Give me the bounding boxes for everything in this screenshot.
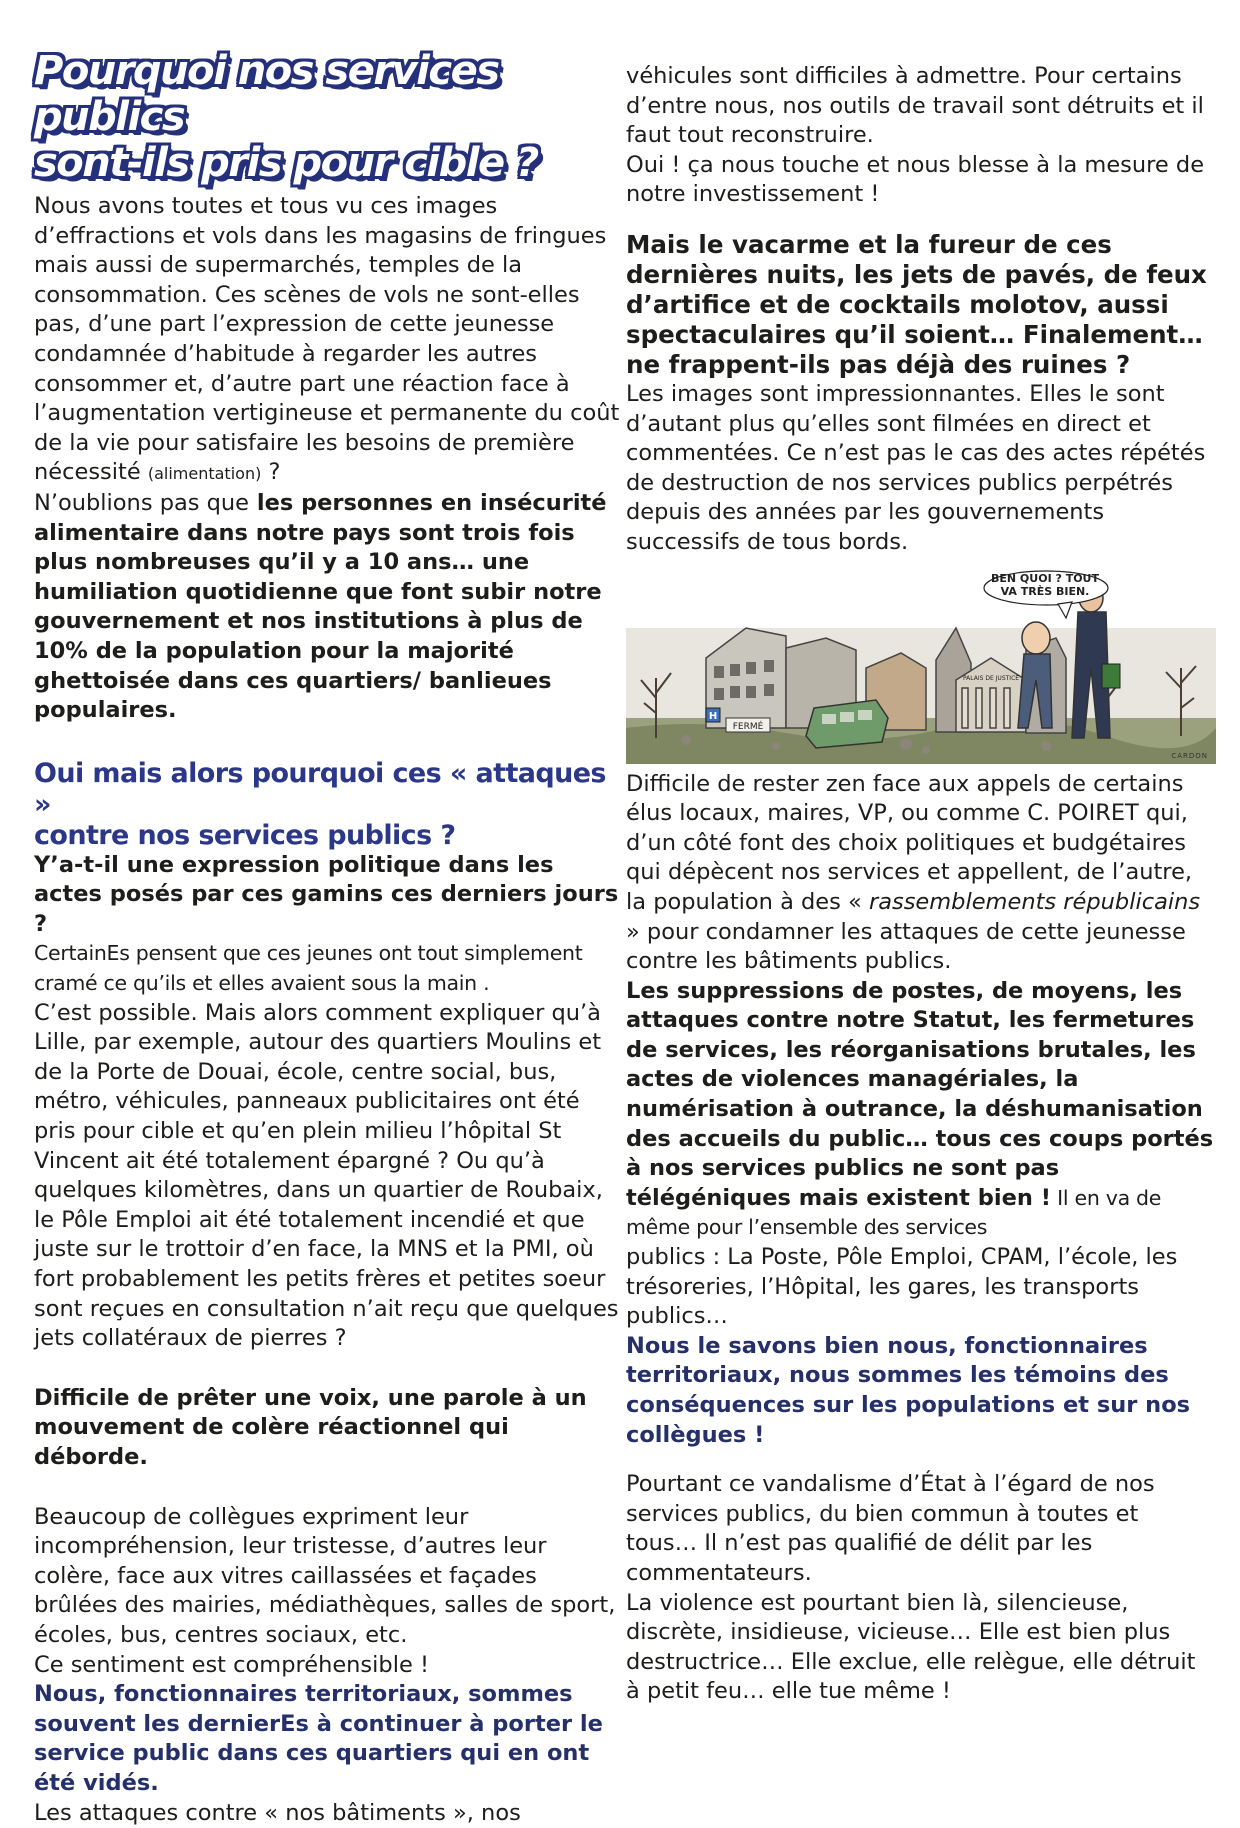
sentiment-line: Ce sentiment est compréhensible !: [34, 1651, 624, 1681]
spacer: [626, 210, 1216, 230]
attaques-line: Les attaques contre « nos bâtiments », nos: [34, 1799, 624, 1828]
vehicules-paragraph: véhicules sont difficiles à admettre. Pour certains d’entre nous, nos outils de travail sont détruits et il faut tout reconstruire.: [626, 62, 1216, 151]
suppressions-emphasis: Les suppressions de postes, de moyens, les attaques contre notre Statut, les fermetures de services, les réorganisations brutales, les actes de violences managériales, la numérisation à outrance, la déshumanisation des accueils du public… tous ces coups portés à nos services publics ne sont pas télégéniques mais existent bien !: [626, 978, 1213, 1211]
subtitle-line-2: contre nos services publics ?: [34, 820, 455, 851]
images-paragraph: Les images sont impressionnantes. Elles le sont d’autant plus qu’elles sont filmées en direct et commentées. Ce n’est pas le cas des actes répétés de destruction de nos services publics perpétrés depuis des années par les gouvernements successifs de tous bords.: [626, 380, 1216, 558]
services-list-paragraph: publics : La Poste, Pôle Emploi, CPAM, l’école, les trésoreries, l’Hôpital, les gares, les transports publics…: [626, 1243, 1216, 1332]
lille-paragraph: C’est possible. Mais alors comment expliquer qu’à Lille, par exemple, autour des quartiers Moulins et de la Porte de Douai, école, centre social, bus, métro, véhicules, panneaux publicitaires ont été pris pour cible et qu’en plein milieu l’hôpital St Vincent ait été totalement épargné ? Ou qu’à quelques kilomètres, dans un quartier de Roubaix, le Pôle Emploi ait été totalement incendié et que juste sur le trottoir d’en face, la MNS et la PMI, où fort probablement les petits frères et petites soeur sont reçues en consultation n’ait reçu que quelques jets collatéraux de pierres ?: [34, 999, 624, 1354]
wrecked-bus: [806, 700, 888, 748]
main-title: [34, 48, 624, 186]
temoins-statement: Nous le savons bien nous, fonctionnaires territoriaux, nous sommes les témoins des conséquences sur les populations et sur nos collègues !: [626, 1332, 1216, 1450]
spacer: [34, 1473, 624, 1503]
zen-text: Difficile de rester zen face aux appels de certains élus locaux, maires, VP, ou comme C. POIRET qui, d’un côté font des choix politiques et budgétaires qui dépècent nos services et appellent, de l’autre, la population à des «: [626, 771, 1192, 915]
cartoon-illustration: [626, 568, 1216, 764]
speech-bubble-text: BEN QUOI ? TOUT VA TRÈS BIEN.: [990, 572, 1100, 598]
intro-paragraph: [34, 192, 624, 489]
section-subtitle: [34, 758, 624, 851]
right-column: [626, 62, 1216, 1707]
political-question: Y’a-t-il une expression politique dans les actes posés par ces gamins ces derniers jours ?: [34, 851, 624, 940]
violence-paragraph: La violence est pourtant bien là, silencieuse, discrète, insidieuse, vicieuse… Elle est bien plus destructrice… Elle exclue, elle relègue, elle détruit à petit feu… elle tue même !: [626, 1589, 1216, 1707]
insecurity-emphasis: les personnes en insécurité alimentaire dans notre pays sont trois fois plus nombreuses qu’il y a 10 ans… une humiliation quotidienne que font subir notre gouvernement et nos institutions à plus de 10% de la population pour la majorité ghettoisée dans ces quartiers/ banlieues populaires.: [34, 490, 607, 723]
palais-sign-text: PALAIS DE JUSTICE: [963, 675, 1019, 682]
fonctionnaires-statement: Nous, fonctionnaires territoriaux, sommes souvent les dernierEs à continuer à porter le service public dans ces quartiers qui en ont été vidés.: [34, 1680, 624, 1798]
difficile-paragraph: Difficile de prêter une voix, une parole à un mouvement de colère réactionnel qui déborde.: [34, 1384, 624, 1473]
zen-italic: rassemblements républicains: [869, 889, 1200, 915]
left-column: [34, 48, 624, 1828]
svg-text:H: H: [709, 711, 717, 722]
ferme-sign-text: FERMÉ: [733, 720, 764, 732]
spacer: [626, 1450, 1216, 1470]
main-title-line-1: Pourquoi nos services publics: [34, 48, 499, 140]
zen-end: » pour condamner les attaques de cette jeunesse contre les bâtiments publics.: [626, 919, 1186, 975]
main-title-line-2: sont-ils pris pour cible ?: [34, 140, 538, 186]
suppressions-note: Il en va de même pour l’ensemble des services: [626, 1186, 1161, 1240]
intro-small-note: (alimentation): [148, 464, 261, 483]
certaines-paragraph: CertainEs pensent que ces jeunes ont tout simplement cramé ce qu’ils et elles avaient sous la main .: [34, 939, 624, 998]
pourtant-paragraph: Pourtant ce vandalisme d’État à l’égard de nos services publics, du bien commun à toutes et tous… Il n’est pas qualifié de délit par les commentateurs.: [626, 1470, 1216, 1588]
cartoon-drawing: [626, 568, 1216, 764]
colleagues-paragraph: Beaucoup de collègues expriment leur incompréhension, leur tristesse, d’autres leur colère, face aux vitres caillassées et façades brûlées des mairies, médiathèques, salles de sport, écoles, bus, centres sociaux, etc.: [34, 1503, 624, 1651]
oui-paragraph: Oui ! ça nous touche et nous blesse à la mesure de notre investissement !: [626, 151, 1216, 210]
cartoonist-signature: CARDON: [1171, 752, 1208, 760]
subtitle-line-1: Oui mais alors pourquoi ces « attaques »: [34, 758, 606, 820]
spacer: [34, 726, 624, 758]
suppressions-paragraph: [626, 977, 1216, 1243]
insecurity-paragraph: [34, 489, 624, 726]
insecurity-lead: N’oublions pas que: [34, 490, 249, 516]
intro-end: ?: [261, 459, 280, 485]
vacarme-question: Mais le vacarme et la fureur de ces dernières nuits, les jets de pavés, de feux d’artifice et de cocktails molotov, aussi spectaculaires qu’il soient… Finalement… ne frappent-ils pas déjà des ruines ?: [626, 230, 1216, 380]
intro-text: Nous avons toutes et tous vu ces images d’effractions et vols dans les magasins de fringues mais aussi de supermarchés, temples de la consommation. Ces scènes de vols ne sont-elles pas, d’une part l’expression de cette jeunesse condamnée d’habitude à regarder les autres consommer et, d’autre part une réaction face à l’augmentation vertigineuse et permanente du coût de la vie pour satisfaire les besoins de première nécessité: [34, 193, 619, 485]
spacer: [34, 1354, 624, 1384]
zen-paragraph: [626, 770, 1216, 977]
